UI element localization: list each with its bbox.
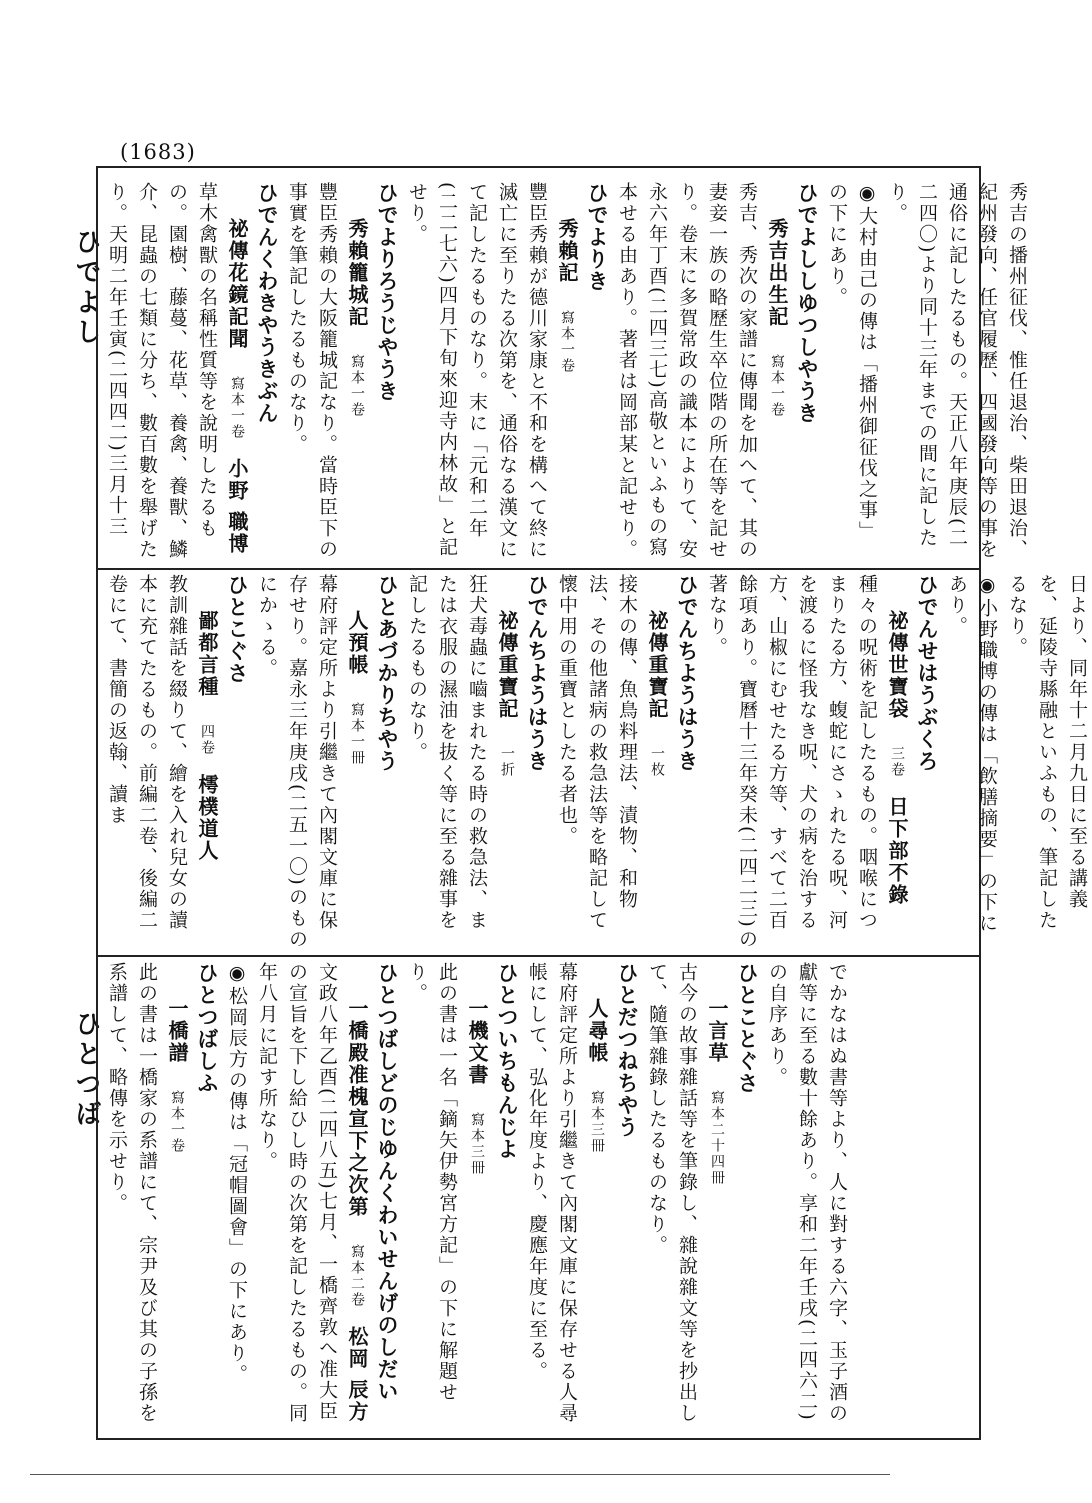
- entry-title-line: [342, 182, 372, 562]
- entry-description: 此の書は一名「鏑矢伊勢宮方記」の下に解題せり。: [406, 962, 458, 1403]
- entry-reading: ひとついちもんじよ: [495, 962, 520, 1160]
- entry-description: 此の書は一橋家の系譜にて、宗尹及び其の子孫を系譜して、略傳を示せり。: [106, 962, 158, 1424]
- dictionary-entry: [882, 182, 1032, 562]
- entry-author: 日下部不錄: [885, 796, 909, 906]
- entry-title: 鄙都言種: [195, 610, 219, 698]
- text-frame: [96, 166, 1088, 1440]
- tier-divider: [98, 568, 979, 570]
- entry-reading: ひでんちようはうき: [675, 574, 700, 772]
- dictionary-entry: [552, 574, 702, 950]
- entry-title: 一言草: [705, 998, 729, 1064]
- tier-middle: [102, 574, 1088, 950]
- entry-description: 接木の傳、魚鳥料理法、漬物、和物法、その他諸病の救急法等を略記して懷中用の重寶としたる者也。: [556, 574, 638, 931]
- entry-title-line: [222, 182, 252, 562]
- entry-title: 祕傳重寶記: [495, 610, 519, 720]
- entry-title: 人尋帳: [585, 998, 609, 1064]
- entry-reading: ひでよりき: [585, 182, 610, 292]
- dictionary-entry: [762, 962, 852, 1432]
- entry-description: 秀吉の播州征伐、惟任退治、柴田退治、紀州發向、任官履歷、四國發向等の事を通俗に記したるもの。天正八年庚辰(二二四〇)より同十三年までの間に記したり。: [886, 182, 1028, 560]
- entry-title: 秀賴籠城記: [345, 218, 369, 328]
- dictionary-entry: [522, 962, 642, 1432]
- footer-rule: [30, 1474, 890, 1475]
- entry-title-line: [702, 962, 732, 1432]
- entry-description: 教訓雜話を綴りて、繪を入れ兒女の讀本に充てたるもの。前編二卷、後編二卷にて、書簡の返翰、讀ま: [106, 574, 188, 931]
- entry-volume-note: 寫本二卷: [349, 1244, 365, 1308]
- dictionary-entry: [282, 182, 402, 562]
- entry-title: 一機文書: [465, 998, 489, 1086]
- entry-volume-note: 一折: [499, 746, 515, 778]
- entry-title-line: [582, 962, 612, 1432]
- entry-title-line: [162, 962, 192, 1432]
- margin-heading-top: ひでよし: [71, 228, 101, 348]
- dictionary-entry: [252, 574, 402, 950]
- entry-description: 草木禽獸の名稱性質等を說明したるもの。園樹、藤蔓、花草、養禽、養獸、鱗介、昆蟲の七類に分ち、數百數を舉げたり。天明二年壬寅(二四四二)三月十三: [106, 182, 218, 560]
- entry-description: 古今の故事雜話等を筆錄し、雜說雜文等を抄出して、隨筆雜錄したるものなり。: [646, 962, 698, 1424]
- entry-reading: ひとこぐさ: [225, 574, 250, 684]
- margin-heading-bottom: ひとつば: [71, 1010, 101, 1130]
- dictionary-entry: [402, 962, 522, 1432]
- entry-reading: ひとつばしどのじゆんくわいせんげのしだい: [375, 962, 400, 1402]
- entry-description: 幕府評定所より引繼きて內閣文庫に保存せり。嘉永三年庚戌(二五一〇)のものにかゝる。: [256, 574, 338, 950]
- entry-reading: ひでんせはうぶくろ: [915, 574, 940, 772]
- entry-title: 祕傳世寶袋: [885, 610, 909, 720]
- dictionary-entry: [102, 182, 282, 562]
- dictionary-entry: [102, 962, 222, 1432]
- entry-description: 秀吉、秀次の家譜に傳聞を加へて、其の妻妾一族の略歷生卒位階の所在等を記せり。卷末に多賀常政の識本によりて、安永六年丁酉(二四三七)高敬といふもの寫本せる由あり。著者は岡部某と記せり。: [616, 182, 758, 560]
- entry-reading: ひでよりろうじやうき: [375, 182, 400, 402]
- entry-title-line: [882, 574, 912, 950]
- entry-volume-note: 寫本三冊: [589, 1090, 605, 1154]
- entry-title: 祕傳重寶記: [645, 610, 669, 720]
- entry-reading: ひでんちようはうき: [525, 574, 550, 772]
- entry-description: 豐臣秀賴の大阪籠城記なり。當時臣下の事實を筆記したるものなり。: [286, 182, 338, 560]
- entry-title: 秀賴記: [555, 218, 579, 284]
- entry-reading: ひとだつねちやう: [615, 962, 640, 1138]
- dictionary-entry: [402, 182, 612, 562]
- entry-title: 一橋殿准槐宣下之次第: [345, 998, 369, 1218]
- entry-reading: ひとあづかりちやう: [375, 574, 400, 772]
- tier-column: [102, 962, 852, 1432]
- entry-volume-note: 寫本一卷: [559, 310, 575, 374]
- entry-description: でかなはぬ書等より、人に對する六字、玉子酒の獻等に至る數十餘あり。享和二年壬戌(二四六二)の自序あり。: [766, 962, 848, 1424]
- entry-title-line: [192, 574, 222, 950]
- entry-title-line: [552, 182, 582, 562]
- entry-description: 日より、同年十二月九日に至る講義を、延陵寺縣融といふもの、筆記したるなり。: [1006, 574, 1088, 931]
- entry-author: 小野 職博: [225, 458, 249, 555]
- entry-volume-note: 三卷: [889, 746, 905, 778]
- tier-column: [102, 574, 1092, 950]
- dictionary-entry: [402, 574, 552, 950]
- entry-description: ◉大村由己の傳は「播州御征伐之事」の下にあり。: [826, 182, 878, 542]
- dictionary-entry: [942, 574, 1002, 950]
- entry-title: 人預帳: [345, 610, 369, 676]
- entry-description: 幕府評定所より引繼きて內閣文庫に保存せる人尋帳にして、弘化年度より、慶應年度に至る。: [526, 962, 578, 1424]
- dictionary-entry: [252, 962, 402, 1432]
- entry-title-line: [462, 962, 492, 1432]
- dictionary-entry: [102, 574, 252, 950]
- dictionary-entry: [1002, 574, 1092, 950]
- tier-top: [102, 182, 1028, 562]
- dictionary-entry: [612, 182, 822, 562]
- tier-column: [102, 182, 1032, 562]
- dictionary-entry: [642, 962, 762, 1432]
- entry-volume-note: 寫本一冊: [349, 702, 365, 766]
- entry-author: 樗樸道人: [195, 774, 219, 862]
- entry-title: 祕傳花鏡記聞: [225, 218, 249, 350]
- entry-description: 豐臣秀賴が德川家康と不和を構へて終に滅亡に至りたる次第を、通俗なる漢文にて記したるものなり。末に「元和二年(二二七六)四月下旬來迎寺内林故」と記せり。: [406, 182, 548, 560]
- dictionary-entry: [702, 574, 942, 950]
- entry-volume-note: 一枚: [649, 746, 665, 778]
- entry-title-line: [762, 182, 792, 562]
- page-number: (1683): [120, 140, 196, 164]
- entry-reading: ひとことぐさ: [735, 962, 760, 1094]
- entry-title-line: [492, 574, 522, 950]
- entry-volume-note: 寫本一卷: [769, 354, 785, 418]
- entry-title-line: [342, 574, 372, 950]
- entry-reading: ひでよししゆつしやうき: [795, 182, 820, 424]
- entry-author: 松岡 辰方: [345, 1326, 369, 1423]
- entry-title-line: [342, 962, 372, 1432]
- entry-reading: ひでんくわきやうきぶん: [255, 182, 280, 424]
- entry-title: 秀吉出生記: [765, 218, 789, 328]
- entry-volume-note: 寫本一卷: [229, 376, 245, 440]
- entry-title: 一橋譜: [165, 998, 189, 1064]
- entry-volume-note: 寫本二十四冊: [709, 1090, 725, 1186]
- entry-reading: ひとつばしふ: [195, 962, 220, 1094]
- entry-volume-note: 寫本一卷: [169, 1090, 185, 1154]
- entry-title-line: [642, 574, 672, 950]
- dictionary-entry: [222, 962, 252, 1432]
- entry-volume-note: 四卷: [199, 724, 215, 756]
- tier-bottom: [102, 962, 975, 1432]
- entry-volume-note: 寫本三冊: [469, 1112, 485, 1176]
- entry-description: ◉小野職博の傳は「飲膳摘要」の下にあり。: [946, 574, 998, 934]
- entry-volume-note: 寫本一卷: [349, 354, 365, 418]
- dictionary-entry: [822, 182, 882, 562]
- entry-description: 狂犬毒蟲に嚙まれたる時の救急法、または衣服の濕油を抜く等に至る雜事を記したるものなり。: [406, 574, 488, 931]
- entry-description: ◉松岡辰方の傳は「冠帽圖會」の下にあり。: [226, 962, 248, 1385]
- entry-description: 文政八年乙酉(二四八五)七月、一橋齊敦へ准大臣の宣旨を下し給ひし時の次第を記したるもの。同年八月に記す所なり。: [256, 962, 338, 1424]
- tier-divider: [98, 955, 979, 957]
- entry-description: 種々の呪術を記したるもの。咽喉につまりたる方、蝮蛇にさゝれたる呪、河を渡るに怪我なき呪、犬の病を治する方、山椒にむせたる方等、すべて二百餘項あり。寶曆十三年癸未(二四二三)の著なり。: [706, 574, 878, 950]
